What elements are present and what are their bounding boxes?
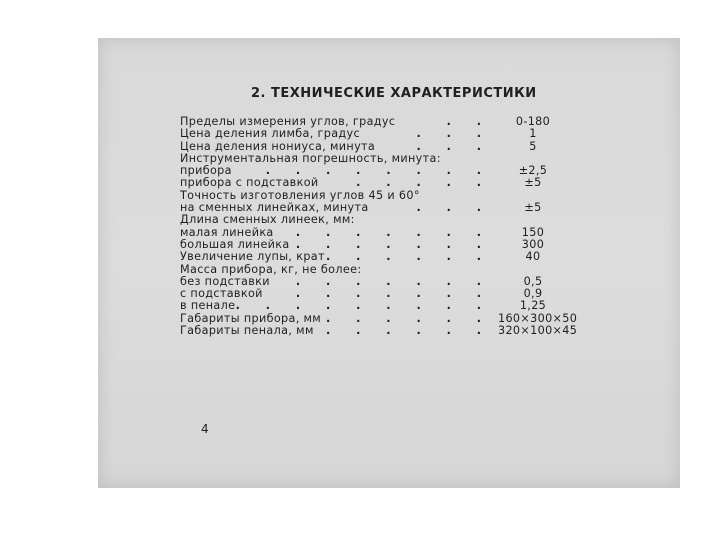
spec-value: 0,5 bbox=[523, 274, 543, 288]
spec-label: Инструментальная погрешность, минута: bbox=[180, 151, 441, 165]
leader-dots: . . . . . . . bbox=[295, 237, 492, 251]
spec-label: прибора bbox=[180, 164, 232, 178]
spec-label: малая линейка bbox=[180, 225, 274, 239]
spec-label: Габариты прибора, мм bbox=[180, 311, 322, 325]
spec-value: 40 bbox=[525, 250, 541, 264]
spec-label: прибора с подставкой bbox=[180, 176, 319, 190]
scanned-page bbox=[98, 38, 680, 488]
spec-group-heading bbox=[180, 264, 570, 276]
spec-value: 300 bbox=[521, 237, 545, 251]
spec-value: 1 bbox=[529, 127, 537, 141]
spec-label: Увеличение лупы, крат bbox=[180, 250, 325, 264]
spec-value: 150 bbox=[521, 225, 545, 239]
spec-value: 0,9 bbox=[523, 287, 543, 301]
leader-dots: . . bbox=[446, 115, 492, 128]
spec-value: 1,25 bbox=[519, 299, 547, 313]
spec-row bbox=[180, 324, 578, 338]
leader-dots: . . . . . . . bbox=[295, 225, 492, 239]
leader-dots: . . . bbox=[416, 139, 492, 153]
spec-value: ±5 bbox=[524, 176, 542, 190]
leader-dots: . . . bbox=[416, 201, 492, 215]
spec-value: 160×300×50 bbox=[498, 311, 578, 325]
specs-list bbox=[180, 115, 578, 338]
leader-dots: . . . . . bbox=[356, 176, 492, 190]
leader-dots: . . . . . . bbox=[326, 250, 492, 264]
spec-row bbox=[180, 251, 570, 263]
leader-dots: . . . . . . bbox=[326, 311, 492, 325]
section-heading: 2. ТЕХНИЧЕСКИЕ ХАРАКТЕРИСТИКИ bbox=[251, 86, 537, 101]
spec-label: Цена деления лимба, градус bbox=[180, 127, 360, 141]
spec-label: в пенале bbox=[180, 299, 236, 313]
spec-value: 5 bbox=[529, 139, 537, 153]
page-number: 4 bbox=[201, 422, 209, 436]
spec-label: Точность изготовления углов 45 и 60° bbox=[180, 188, 420, 202]
leader-dots: . . . . . . . . . bbox=[235, 299, 492, 313]
spec-label: Масса прибора, кг, не более: bbox=[180, 262, 362, 276]
spec-value: 0-180 bbox=[515, 115, 551, 128]
spec-label: Пределы измерения углов, градус bbox=[180, 115, 396, 128]
leader-dots: . . . . . . . bbox=[295, 274, 492, 288]
leader-dots: . . . bbox=[416, 127, 492, 141]
spec-label: большая линейка bbox=[180, 237, 290, 251]
leader-dots: . . . . . . . . bbox=[265, 164, 492, 178]
spec-row bbox=[180, 300, 570, 312]
spec-value: ±5 bbox=[524, 201, 542, 215]
spec-label: без подставки bbox=[180, 274, 270, 288]
spec-label: Длина сменных линеек, мм: bbox=[180, 213, 355, 227]
leader-dots: . . . . . . bbox=[326, 324, 492, 338]
spec-row bbox=[180, 177, 570, 189]
spec-group-heading bbox=[180, 214, 570, 226]
leader-dots: . . . . . . . bbox=[295, 287, 492, 301]
spec-label: Габариты пенала, мм bbox=[180, 324, 314, 338]
spec-row bbox=[180, 128, 570, 140]
spec-value: 320×100×45 bbox=[498, 324, 578, 338]
spec-label: с подставкой bbox=[180, 287, 263, 301]
spec-label: Цена деления нониуса, минута bbox=[180, 139, 376, 153]
spec-label: на сменных линейках, минута bbox=[180, 201, 369, 215]
spec-value: ±2,5 bbox=[518, 164, 548, 178]
